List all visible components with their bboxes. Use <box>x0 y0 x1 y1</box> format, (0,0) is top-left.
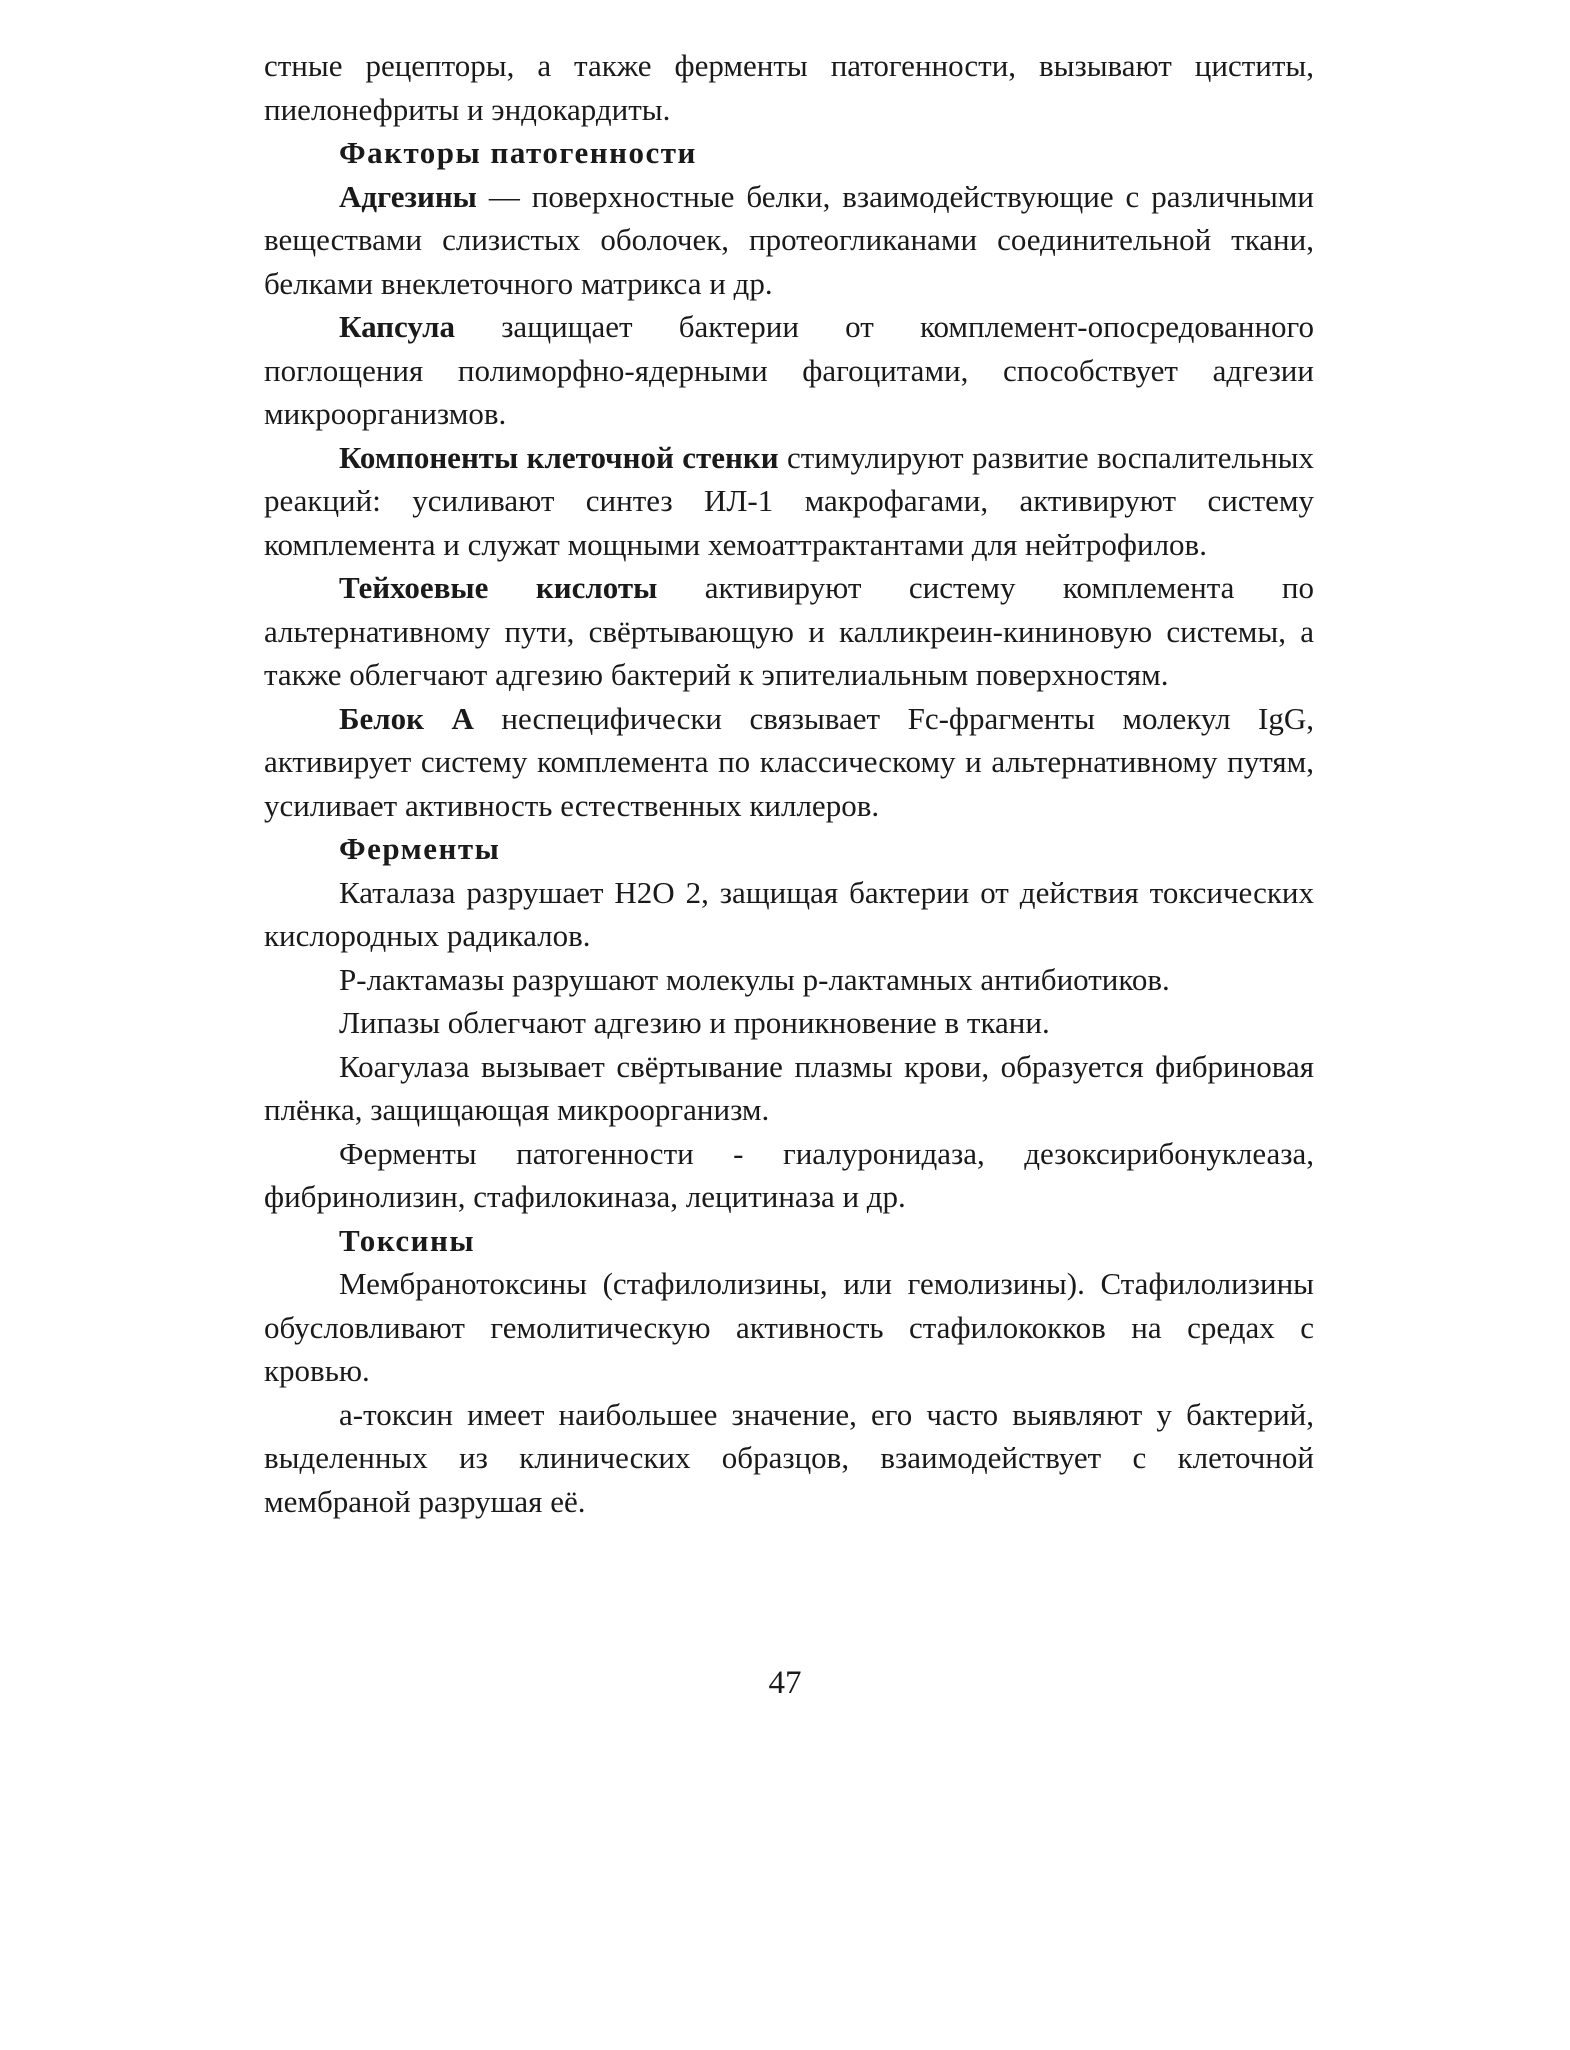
paragraph-text: активируют систему комплемента по альтернативному пути, свёртывающую и калликреин-кининовую системы, а также облегчают адгезию бактерий к эпителиальным поверхностям. <box>264 570 1314 692</box>
paragraph-cell-wall <box>264 436 1314 567</box>
term-cell-wall: Компоненты клеточной стенки <box>339 439 779 475</box>
paragraph-protein-a <box>264 697 1314 828</box>
paragraph-text: неспецифически связывает Fc-фрагменты молекул IgG, активирует систему комплемента по классическому и альтернативному путям, усиливает активность естественных киллеров. <box>264 700 1314 823</box>
paragraph-catalase: Каталаза разрушает Н2О 2, защищая бактерии от действия токсических кислородных радикалов. <box>264 874 1314 953</box>
paragraph-membranotoxins: Мембранотоксины (стафилолизины, или гемолизины). Стафилолизины обусловливают гемолитическую активность стафилококков на средах с кровью. <box>264 1266 1314 1388</box>
term-adhesins: Адгезины <box>339 178 477 214</box>
paragraph-text: стимулируют развитие воспалительных реакций: усиливают синтез ИЛ-1 макрофагами, активируют систему комплемента и служат мощными хемоаттрактантами для нейтрофилов. <box>264 439 1314 562</box>
paragraph-lactamases: Р-лактамазы разрушают молекулы р-лактамных антибиотиков. <box>339 961 1170 997</box>
term-teichoic-acids: Тейхоевые кислоты <box>339 570 658 605</box>
heading-enzymes: Ферменты <box>339 831 501 866</box>
page-body <box>264 44 1314 1523</box>
heading-pathogenicity-factors: Факторы патогенности <box>339 135 697 170</box>
paragraph-capsule <box>264 305 1314 436</box>
paragraph-text: — поверхностные белки, взаимодействующие с различными веществами слизистых оболочек, протеогликанами соединительной ткани, белками внеклеточного матрикса и др. <box>264 178 1314 301</box>
paragraph-text: защищает бактерии от комплемент-опосредованного поглощения полиморфно-ядерными фагоцитами, способствует адгезии микроорганизмов. <box>264 309 1314 431</box>
term-capsule: Капсула <box>339 309 455 344</box>
paragraph-pathogenicity-enzymes: Ферменты патогенности - гиалуронидаза, дезоксирибонуклеаза, фибринолизин, стафилокиназа, лецитиназа и др. <box>264 1135 1314 1214</box>
page-number: 47 <box>768 1665 802 1701</box>
paragraph-adhesins <box>264 175 1314 306</box>
term-protein-a: Белок А <box>339 700 474 736</box>
paragraph-lipases: Липазы облегчают адгезию и проникновение в ткани. <box>339 1005 1050 1040</box>
paragraph-coagulase: Коагулаза вызывает свёртывание плазмы крови, образуется фибриновая плёнка, защищающая микроорганизм. <box>264 1048 1314 1127</box>
paragraph-teichoic-acids <box>264 566 1314 697</box>
paragraph-continuation: стные рецепторы, а также ферменты патогенности, вызывают циститы, пиелонефриты и эндокардиты. <box>264 48 1314 127</box>
paragraph-alpha-toxin: а-токсин имеет наибольшее значение, его часто выявляют у бактерий, выделенных из клинических образцов, взаимодействует с клеточной мембраной разрушая её. <box>264 1396 1314 1519</box>
heading-toxins: Токсины <box>339 1222 476 1258</box>
